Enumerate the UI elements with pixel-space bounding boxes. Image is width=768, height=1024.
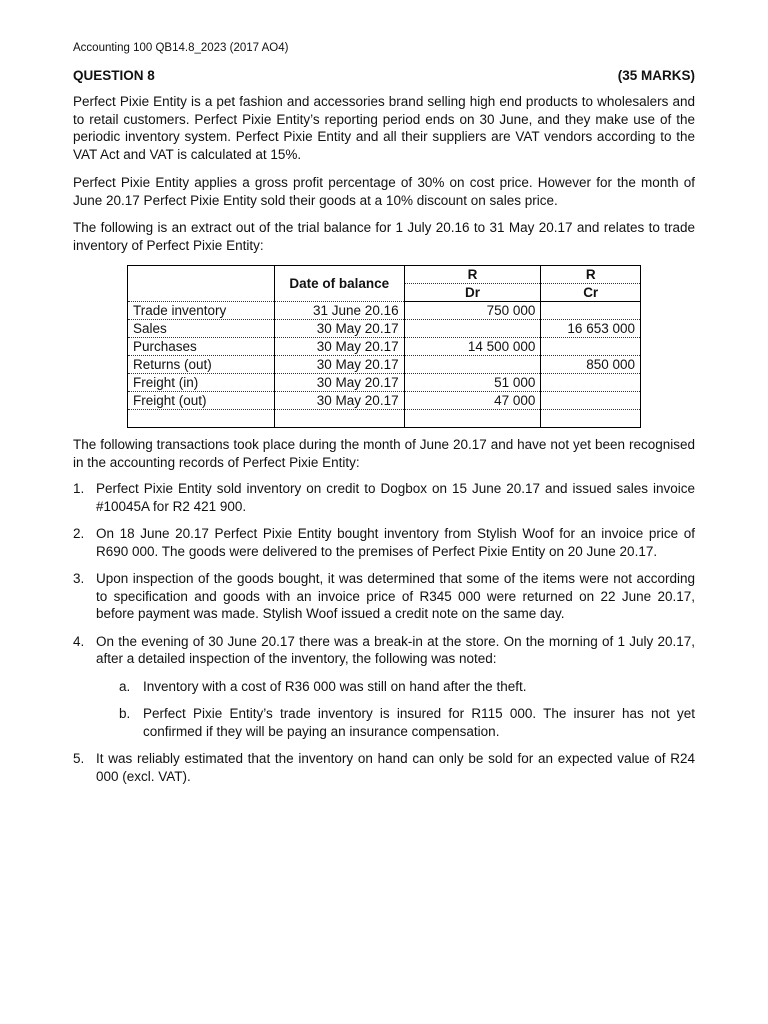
cell-date: 30 May 20.17 [274, 338, 404, 356]
list-item-text: Upon inspection of the goods bought, it was determined that some of the items were not according to specification and goods with an invoice price of R345 000 were returned on 22 June 20.17, before payment was made. Stylish Woof issued a credit note on the same day. [96, 571, 695, 621]
cell-date: 30 May 20.17 [274, 374, 404, 392]
list-item-number: 3. [73, 571, 85, 586]
list-item-number: 2. [73, 526, 85, 541]
table-row [128, 320, 641, 338]
table-header-row [128, 266, 641, 284]
cell-date: 30 May 20.17 [274, 356, 404, 374]
header-date: Date of balance [274, 266, 404, 302]
list-item-number: 4. [73, 633, 85, 649]
header-cr: Cr [541, 284, 641, 302]
sub-list-item [96, 678, 695, 696]
cell-account: Freight (in) [128, 374, 275, 392]
list-item [73, 480, 695, 515]
sub-list-item-text: Perfect Pixie Entity’s trade inventory is insured for R115 000. The insurer has not yet confirmed if they will be paying an insurance compensation. [143, 706, 695, 739]
cell-cr [541, 302, 641, 320]
sub-list-item-letter: a. [119, 678, 131, 694]
list-item [73, 525, 695, 560]
question-title: QUESTION 8 [73, 68, 155, 83]
table-row [128, 410, 641, 428]
trial-balance-table [127, 265, 641, 428]
cell-account: Freight (out) [128, 392, 275, 410]
cell-dr: 14 500 000 [404, 338, 541, 356]
gross-profit-paragraph: Perfect Pixie Entity applies a gross profit percentage of 30% on cost price. However for the month of June 20.17 Perfect Pixie Entity sold their goods at a 10% discount on sales price. [73, 175, 695, 208]
sub-list-item [96, 705, 695, 740]
table-row [128, 356, 641, 374]
transaction-list [73, 480, 695, 795]
header-account [128, 266, 275, 302]
header-r-dr: R [404, 266, 541, 284]
cell-dr: 51 000 [404, 374, 541, 392]
table-row [128, 302, 641, 320]
table-row [128, 392, 641, 410]
cell-dr [404, 320, 541, 338]
cell-account: Trade inventory [128, 302, 275, 320]
list-item [73, 570, 695, 623]
cell-cr: 850 000 [541, 356, 641, 374]
list-item-number: 1. [73, 481, 85, 496]
question-heading [73, 68, 695, 83]
list-item-text: On the evening of 30 June 20.17 there was a break-in at the store. On the morning of 1 July 20.17, after a detailed inspection of the inventory, the following was noted: [96, 633, 695, 666]
list-item [73, 750, 695, 785]
table-row [128, 338, 641, 356]
cell-account: Purchases [128, 338, 275, 356]
cell-cr [541, 374, 641, 392]
sub-list-item-text: Inventory with a cost of R36 000 was still on hand after the theft. [143, 678, 527, 694]
header-dr: Dr [404, 284, 541, 302]
question-marks: (35 MARKS) [617, 68, 695, 83]
table-row [128, 374, 641, 392]
list-item-text: On 18 June 20.17 Perfect Pixie Entity bought inventory from Stylish Woof for an invoice price of R690 000. The goods were delivered to the premises of Perfect Pixie Entity on 20 June 20.17. [96, 526, 695, 559]
list-item-text: It was reliably estimated that the inventory on hand can only be sold for an expected value of R24 000 (excl. VAT). [96, 751, 695, 784]
cell-date: 31 June 20.16 [274, 302, 404, 320]
list-item [73, 633, 695, 741]
header-r-cr: R [541, 266, 641, 284]
document-header: Accounting 100 QB14.8_2023 (2017 AO4) [73, 42, 289, 54]
cell-date: 30 May 20.17 [274, 320, 404, 338]
cell-cr [541, 338, 641, 356]
cell-date: 30 May 20.17 [274, 392, 404, 410]
cell-dr: 47 000 [404, 392, 541, 410]
table-body [128, 302, 641, 428]
cell-cr [541, 410, 641, 428]
cell-dr [404, 356, 541, 374]
list-item-text: Perfect Pixie Entity sold inventory on credit to Dogbox on 15 June 20.17 and issued sales invoice #10045A for R2 421 900. [96, 481, 695, 514]
cell-account [128, 410, 275, 428]
cell-account: Sales [128, 320, 275, 338]
sub-list [96, 678, 695, 741]
sub-list-item-letter: b. [119, 706, 131, 721]
intro-paragraph: Perfect Pixie Entity is a pet fashion and accessories brand selling high end products to wholesalers and to retail customers. Perfect Pixie Entity’s reporting period ends on 30 June, and they make use of the periodic inventory system. Perfect Pixie Entity and all their suppliers are VAT vendors according to the VAT Act and VAT is calculated at 15%. [73, 94, 695, 162]
cell-cr [541, 392, 641, 410]
list-item-number: 5. [73, 751, 85, 766]
cell-account: Returns (out) [128, 356, 275, 374]
cell-dr: 750 000 [404, 302, 541, 320]
cell-dr [404, 410, 541, 428]
cell-date [274, 410, 404, 428]
cell-cr: 16 653 000 [541, 320, 641, 338]
transactions-intro: The following transactions took place during the month of June 20.17 and have not yet been recognised in the accounting records of Perfect Pixie Entity: [73, 437, 695, 470]
trial-balance-intro: The following is an extract out of the trial balance for 1 July 20.16 to 31 May 20.17 and relates to trade inventory of Perfect Pixie Entity: [73, 220, 695, 253]
